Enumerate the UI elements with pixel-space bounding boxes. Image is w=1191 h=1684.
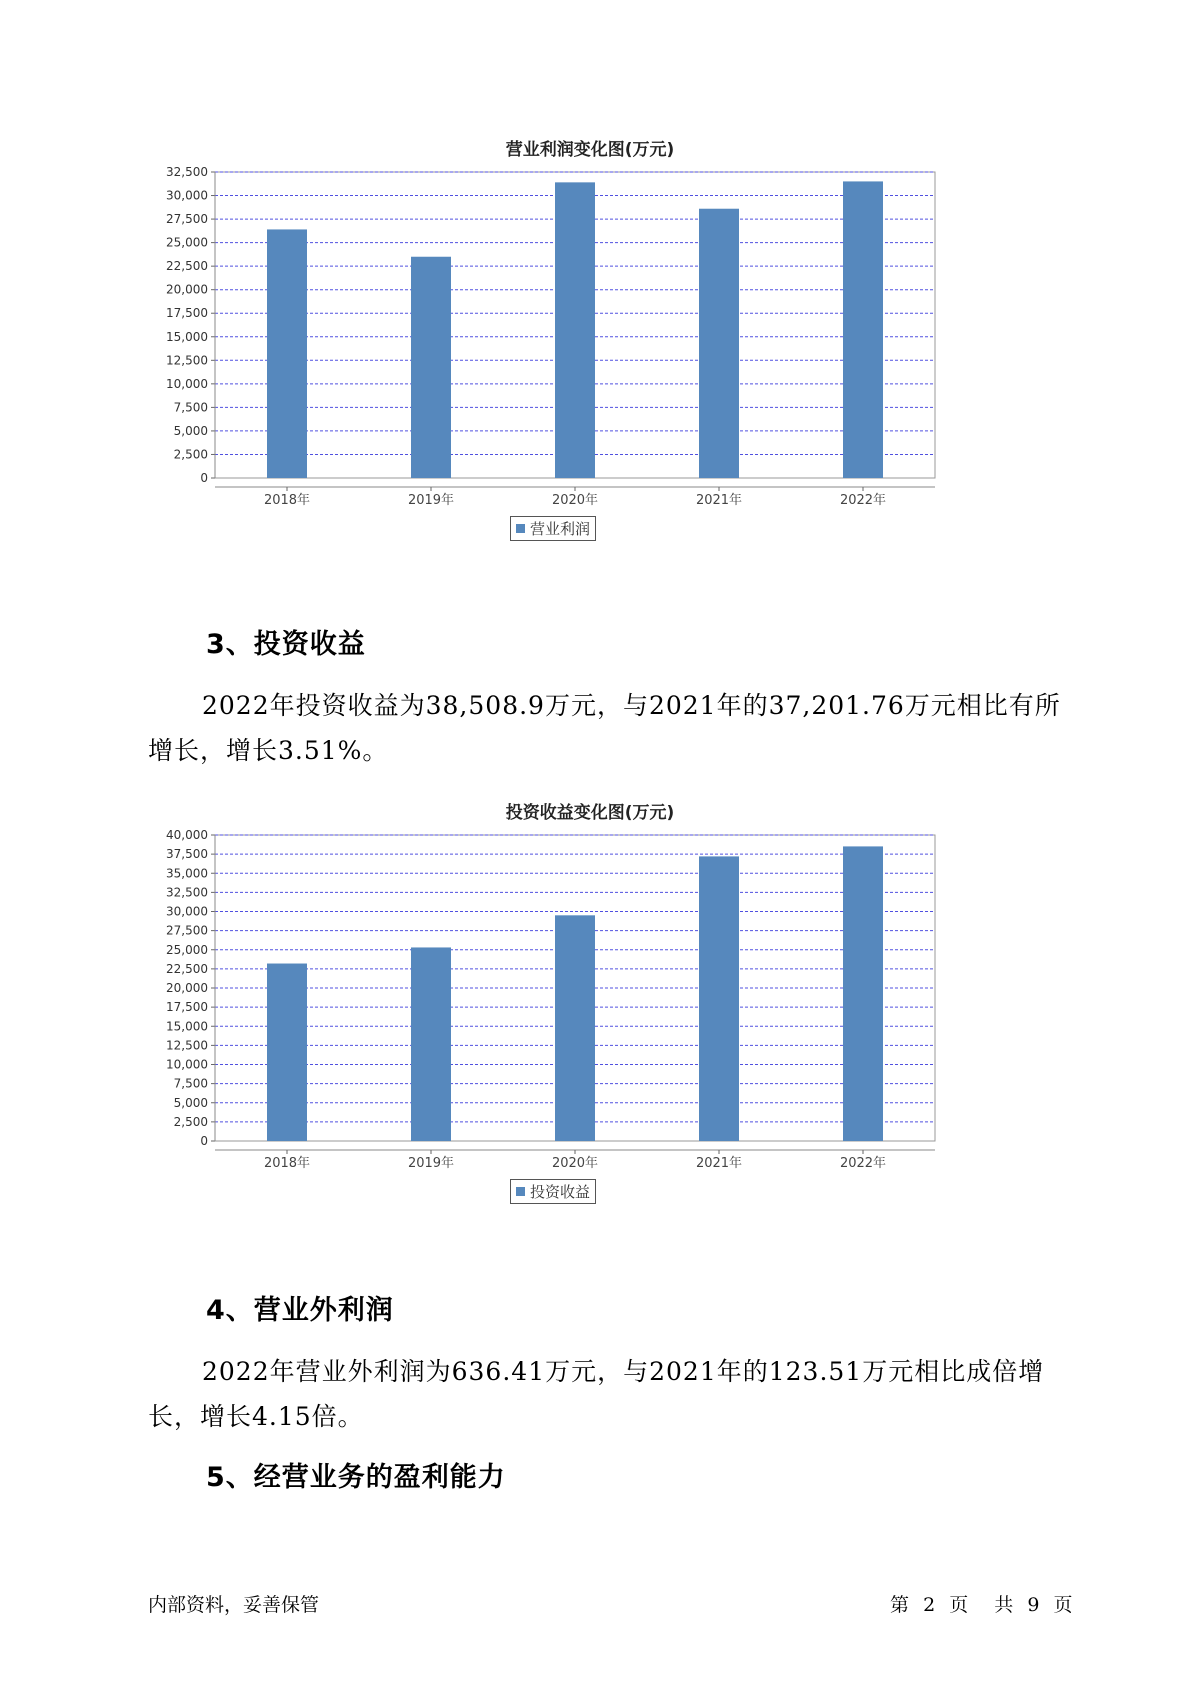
y-tick-label: 2,500 [173,447,208,462]
x-tick-label: 2020年 [551,493,599,508]
section-5-heading: 5、经营业务的盈利能力 [206,1462,506,1493]
y-tick-label: 5,000 [173,1095,208,1110]
y-tick-label: 17,500 [166,1000,208,1015]
y-tick-label: 15,000 [166,329,208,344]
bar [555,915,595,1141]
chart-legend [510,1179,596,1204]
y-tick-label: 10,000 [166,1057,208,1072]
bar [411,257,451,478]
y-tick-label: 12,500 [166,1038,208,1053]
section-3-paragraph: 2022年投资收益为38,508.9万元，与2021年的37,201.76万元相比有所增长，增长3.51%。 [148,691,1061,765]
chart-title: 投资收益变化图(万元) [505,803,675,823]
y-tick-label: 2,500 [173,1114,208,1129]
bar [267,229,307,478]
y-tick-label: 32,500 [166,885,208,900]
investment-income-chart [160,793,1020,1213]
y-tick-label: 12,500 [166,353,208,368]
y-tick-label: 35,000 [166,866,208,881]
footer-page-number [890,1590,1072,1617]
y-tick-label: 20,000 [166,282,208,297]
x-tick-label: 2019年 [407,1156,455,1171]
chart-plot [160,160,1020,540]
x-tick-label: 2022年 [839,493,887,508]
total-suffix: 页 [1053,1594,1073,1616]
bar [699,856,739,1141]
bar [267,964,307,1141]
y-tick-label: 0 [200,1134,208,1148]
y-tick-label: 7,500 [173,1076,208,1091]
y-tick-label: 27,500 [166,212,208,227]
x-tick-label: 2021年 [695,493,743,508]
legend-label: 投资收益 [530,1183,591,1201]
total-prefix: 共 [994,1594,1014,1616]
y-tick-label: 30,000 [166,904,208,919]
y-tick-label: 10,000 [166,376,208,391]
page-num: 2 [923,1594,936,1616]
y-tick-label: 37,500 [166,847,208,862]
bar [699,209,739,478]
y-tick-label: 25,000 [166,942,208,957]
operating-profit-chart [160,130,1020,550]
section-4-paragraph: 2022年营业外利润为636.41万元，与2021年的123.51万元相比成倍增长，增长4.15倍。 [148,1357,1045,1431]
y-tick-label: 17,500 [166,306,208,321]
legend-swatch [516,524,525,533]
y-tick-label: 22,500 [166,259,208,274]
y-tick-label: 15,000 [166,1019,208,1034]
y-tick-label: 27,500 [166,923,208,938]
page-mid: 页 [949,1594,969,1616]
page-prefix: 第 [890,1594,910,1616]
x-tick-label: 2021年 [695,1156,743,1171]
x-tick-label: 2022年 [839,1156,887,1171]
total-num: 9 [1027,1594,1040,1616]
bar [843,846,883,1141]
x-tick-label: 2018年 [263,493,311,508]
footer-confidential-note: 内部资料，妥善保管 [148,1594,320,1616]
y-tick-label: 0 [200,471,208,485]
y-tick-label: 20,000 [166,981,208,995]
y-tick-label: 5,000 [173,423,208,438]
x-tick-label: 2020年 [551,1156,599,1171]
bar [843,181,883,478]
x-tick-label: 2018年 [263,1156,311,1171]
section-3-heading: 3、投资收益 [206,629,366,660]
y-tick-label: 7,500 [173,400,208,415]
legend-label: 营业利润 [530,520,591,538]
y-tick-label: 25,000 [166,235,208,250]
x-tick-label: 2019年 [407,493,455,508]
bar [411,947,451,1141]
y-tick-label: 40,000 [166,828,208,842]
y-tick-label: 22,500 [166,961,208,976]
legend-swatch [516,1187,525,1196]
chart-plot [160,823,1020,1203]
y-tick-label: 30,000 [166,188,208,203]
bar [555,182,595,478]
chart-legend [510,516,596,541]
chart-title: 营业利润变化图(万元) [505,140,675,160]
y-tick-label: 32,500 [166,165,208,179]
section-4-heading: 4、营业外利润 [206,1295,394,1326]
